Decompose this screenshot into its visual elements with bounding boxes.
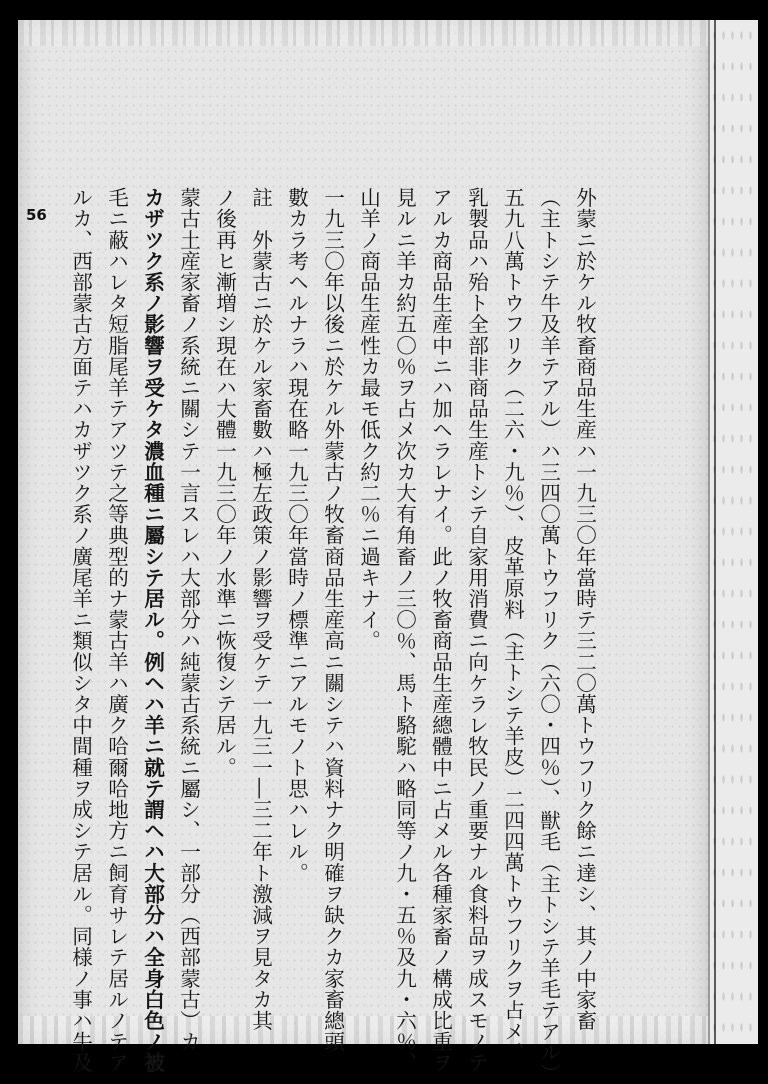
text-column: 蒙古土産家畜ノ系統ニ關シテ一言スレハ大部分ハ純蒙古系統ニ屬シ、一部分（西部蒙古）カ <box>176 187 201 1053</box>
book-spine-strip <box>708 20 758 1044</box>
text-column: 數カラ考ヘルナラハ現在略一九三〇年當時ノ標準ニアルモノト思ハレル。 <box>284 187 309 884</box>
text-column: 乳製品ハ殆ト全部非商品生産トシテ自家用消費ニ向ケラレ牧民ノ重要ナル食料品ヲ成スモノテ <box>464 187 489 1074</box>
text-column: カザツク系ノ影響ヲ受ケタ濃血種ニ屬シテ居ル。例ヘハ羊ニ就テ謂ヘハ大部分ハ全身白色ノ被 <box>140 187 165 1074</box>
text-column: 一九三〇年以後ニ於ケル外蒙古ノ牧畜商品生産高ニ關シテハ資料ナク明確ヲ缺クカ家畜總頭 <box>320 187 345 1053</box>
text-column: 山羊ノ商品生産性カ最モ低ク約二％ニ過キナイ。 <box>356 187 381 652</box>
text-column: ルカ、西部蒙古方面テハカザツク系ノ廣尾羊ニ類似シタ中間種ヲ成シテ居ル。同様ノ事ハ牛及 <box>68 187 93 1074</box>
text-column: アルカ商品生産中ニハ加ヘラレナイ。此ノ牧畜商品生産總體中ニ占メル各種家畜ノ構成比重ヲ <box>428 187 453 1074</box>
note-column: 註 外蒙古ニ於ケル家畜數ハ極左政策ノ影響ヲ受ケテ一九三一―三二年ト激減ヲ見タカ其 <box>248 187 273 1031</box>
text-column: 外蒙ニ於ケル牧畜商品生産ハ一九三〇年當時テ三二〇萬トウフリク餘ニ達シ、其ノ中家畜 <box>572 187 597 1031</box>
page-number: 56 <box>26 206 47 224</box>
spine-texture <box>710 20 758 1044</box>
text-column: 毛ニ蔽ハレタ短脂尾羊テアツテ之等典型的ナ蒙古羊ハ廣ク哈爾哈地方ニ飼育サレテ居ルノテア <box>104 187 129 1074</box>
note-column: ノ後再ヒ漸増シ現在ハ大體一九三〇年ノ水準ニ恢復シテ居ル。 <box>212 187 237 778</box>
text-column: 見ルニ羊カ約五〇％ヲ占メ次カ大有角畜ノ三〇％、馬ト駱駝ハ略同等ノ九・五％及九・六％、 <box>392 187 417 1074</box>
text-column: （主トシテ牛及羊テアル）ハ三四〇萬トウフリク（六〇・四％）、獣毛（主トシテ羊毛テアル） <box>536 187 561 1084</box>
text-column: 五九八萬トウフリク（二六・九％）、皮革原料（主トシテ羊皮）二四四萬トウフリクヲ占メ、 <box>500 187 525 1063</box>
page-top-edge <box>18 20 708 46</box>
